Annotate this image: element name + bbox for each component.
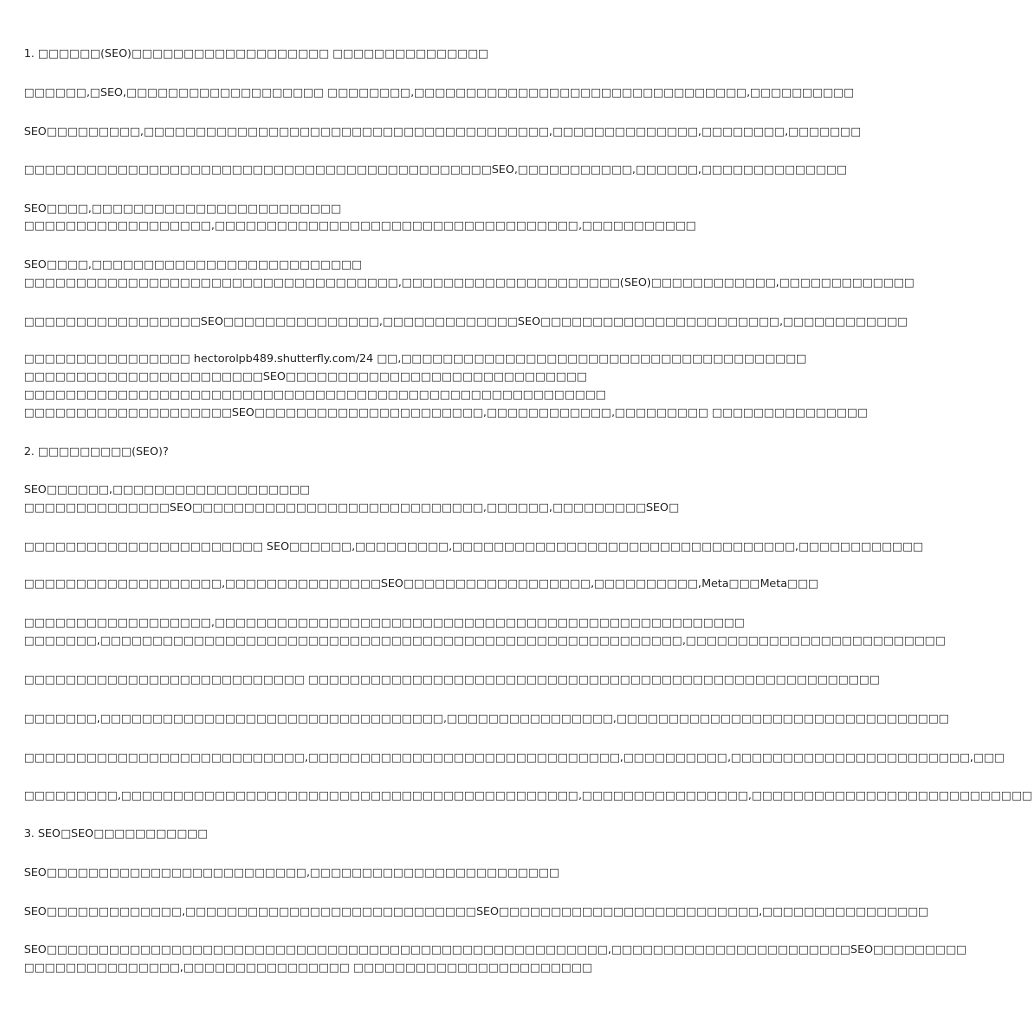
paragraph-line: □□□□□□□□□□□□□□□□□□□□□□□ SEO□□□□□□,□□□□□□□□□,□□□□□□□□□□□□□□□□□□□□□□□□□□□□□□□□□,□□□□□□□□□□□□ — [24, 540, 924, 553]
paragraph-line: SEO□□□□,□□□□□□□□□□□□□□□□□□□□□□□□□□ — [24, 258, 362, 271]
paragraph-line: □□□□□□,□SEO,□□□□□□□□□□□□□□□□□□□ □□□□□□□□,□□□□□□□□□□□□□□□□□□□□□□□□□□□□□□□□,□□□□□□□□□□ — [24, 86, 854, 99]
paragraph-line: SEO□□□□□□,□□□□□□□□□□□□□□□□□□□ — [24, 483, 310, 496]
paragraph-line: □□□□□□□□□□□□□□□□□□,□□□□□□□□□□□□□□□□□□□□□□□□□□□□□□□□□□□□□□□□□□□□□□□□□□□ — [24, 616, 745, 629]
paragraph-line: □□□□□□□□□□□□□□□□□□□□□□□□□□□□□□□□□□□□□□□□□□□□□SEO,□□□□□□□□□□□,□□□□□□,□□□□□□□□□□□□□□ — [24, 163, 847, 176]
paragraph-line: □□□□□□□□□□□□□□□□ hectorolpb489.shutterfly.com/24 □□,□□□□□□□□□□□□□□□□□□□□□□□□□□□□□□□□□□□□□□□ — [24, 352, 807, 365]
paragraph-line: □□□□□□□,□□□□□□□□□□□□□□□□□□□□□□□□□□□□□□□□□,□□□□□□□□□□□□□□□□,□□□□□□□□□□□□□□□□□□□□□□□□□□□□□□□□ — [24, 712, 950, 725]
paragraph-line: □□□□□□□□□□□□□□□□□□□□□□□□□□□ □□□□□□□□□□□□□□□□□□□□□□□□□□□□□□□□□□□□□□□□□□□□□□□□□□□□□□□ — [24, 673, 880, 686]
paragraph-line: □□□□□□□□□□□□□□□□□□□□□□□□□□□,□□□□□□□□□□□□□□□□□□□□□□□□□□□□□□,□□□□□□□□□□,□□□□□□□□□□□□□□□□□□□□□□□,□□□ — [24, 751, 1005, 764]
paragraph-line: □□□□□□□□□□□□□□□□□□,□□□□□□□□□□□□□□□□□□□□□□□□□□□□□□□□□□□,□□□□□□□□□□□ — [24, 219, 697, 232]
paragraph-line: SEO□□□□□□□□□□□□□□□□□□□□□□□□□,□□□□□□□□□□□□□□□□□□□□□□□□ — [24, 866, 560, 879]
paragraph-line: □□□□□□□□□□□□□□□□□□□□□□□□□□□□□□□□□□□□□□□□□□□□□□□□□□□□□□□□ — [24, 388, 607, 401]
section-heading-3: 3. SEO□SEO□□□□□□□□□□□ — [24, 827, 208, 840]
paragraph-line: SEO□□□□□□□□□□□□□,□□□□□□□□□□□□□□□□□□□□□□□□□□□□SEO□□□□□□□□□□□□□□□□□□□□□□□□□,□□□□□□□□□□□□□□□□ — [24, 905, 929, 918]
paragraph-line: SEO□□□□□□□□□,□□□□□□□□□□□□□□□□□□□□□□□□□□□□□□□□□□□□□□□,□□□□□□□□□□□□□□,□□□□□□□□,□□□□□□□ — [24, 125, 861, 138]
paragraph-line: □□□□□□□□□□□□□□□□□□□,□□□□□□□□□□□□□□□SEO□□□□□□□□□□□□□□□□□□,□□□□□□□□□□,Meta□□□Meta□□□ — [24, 577, 819, 590]
section-heading-2: 2. □□□□□□□□□(SEO)? — [24, 445, 169, 458]
paragraph-line: SEO□□□□,□□□□□□□□□□□□□□□□□□□□□□□□ — [24, 202, 342, 215]
section-heading-1: 1. □□□□□□(SEO)□□□□□□□□□□□□□□□□□□□ □□□□□□□□□□□□□□□ — [24, 47, 489, 60]
paragraph-line: SEO□□□□□□□□□□□□□□□□□□□□□□□□□□□□□□□□□□□□□□□□□□□□□□□□□□□□□□,□□□□□□□□□□□□□□□□□□□□□□□SEO□□□□□□□□□ — [24, 943, 967, 956]
paragraph-line: □□□□□□□□□□□□□□□□□□□□SEO□□□□□□□□□□□□□□□□□□□□□□,□□□□□□□□□□□□,□□□□□□□□□ □□□□□□□□□□□□□□□ — [24, 406, 868, 419]
paragraph-line: □□□□□□□□□□□□□□□,□□□□□□□□□□□□□□□□ □□□□□□□□□□□□□□□□□□□□□□□ — [24, 961, 593, 974]
paragraph-line: □□□□□□□□□□□□□□SEO□□□□□□□□□□□□□□□□□□□□□□□□□□□□,□□□□□□,□□□□□□□□□SEO□ — [24, 501, 679, 514]
paragraph-line: □□□□□□□□□□□□□□□□□□□□□□□SEO□□□□□□□□□□□□□□□□□□□□□□□□□□□□□ — [24, 370, 588, 383]
paragraph-line: □□□□□□□□□,□□□□□□□□□□□□□□□□□□□□□□□□□□□□□□□□□□□□□□□□□□□□,□□□□□□□□□□□□□□□□,□□□□□□□□□□□□□□□□□□□□□□□□□□□ — [24, 789, 1032, 802]
paragraph-line: □□□□□□□□□□□□□□□□□SEO□□□□□□□□□□□□□□□,□□□□□□□□□□□□□SEO□□□□□□□□□□□□□□□□□□□□□□□,□□□□□□□□□□□□ — [24, 315, 908, 328]
paragraph-line: □□□□□□□□□□□□□□□□□□□□□□□□□□□□□□□□□□□□,□□□□□□□□□□□□□□□□□□□□□(SEO)□□□□□□□□□□□□,□□□□□□□□□□□□□ — [24, 276, 915, 289]
paragraph-line: □□□□□□□,□□□□□□□□□□□□□□□□□□□□□□□□□□□□□□□□□□□□□□□□□□□□□□□□□□□□□□□□,□□□□□□□□□□□□□□□□□□□□□□□□□ — [24, 634, 946, 647]
